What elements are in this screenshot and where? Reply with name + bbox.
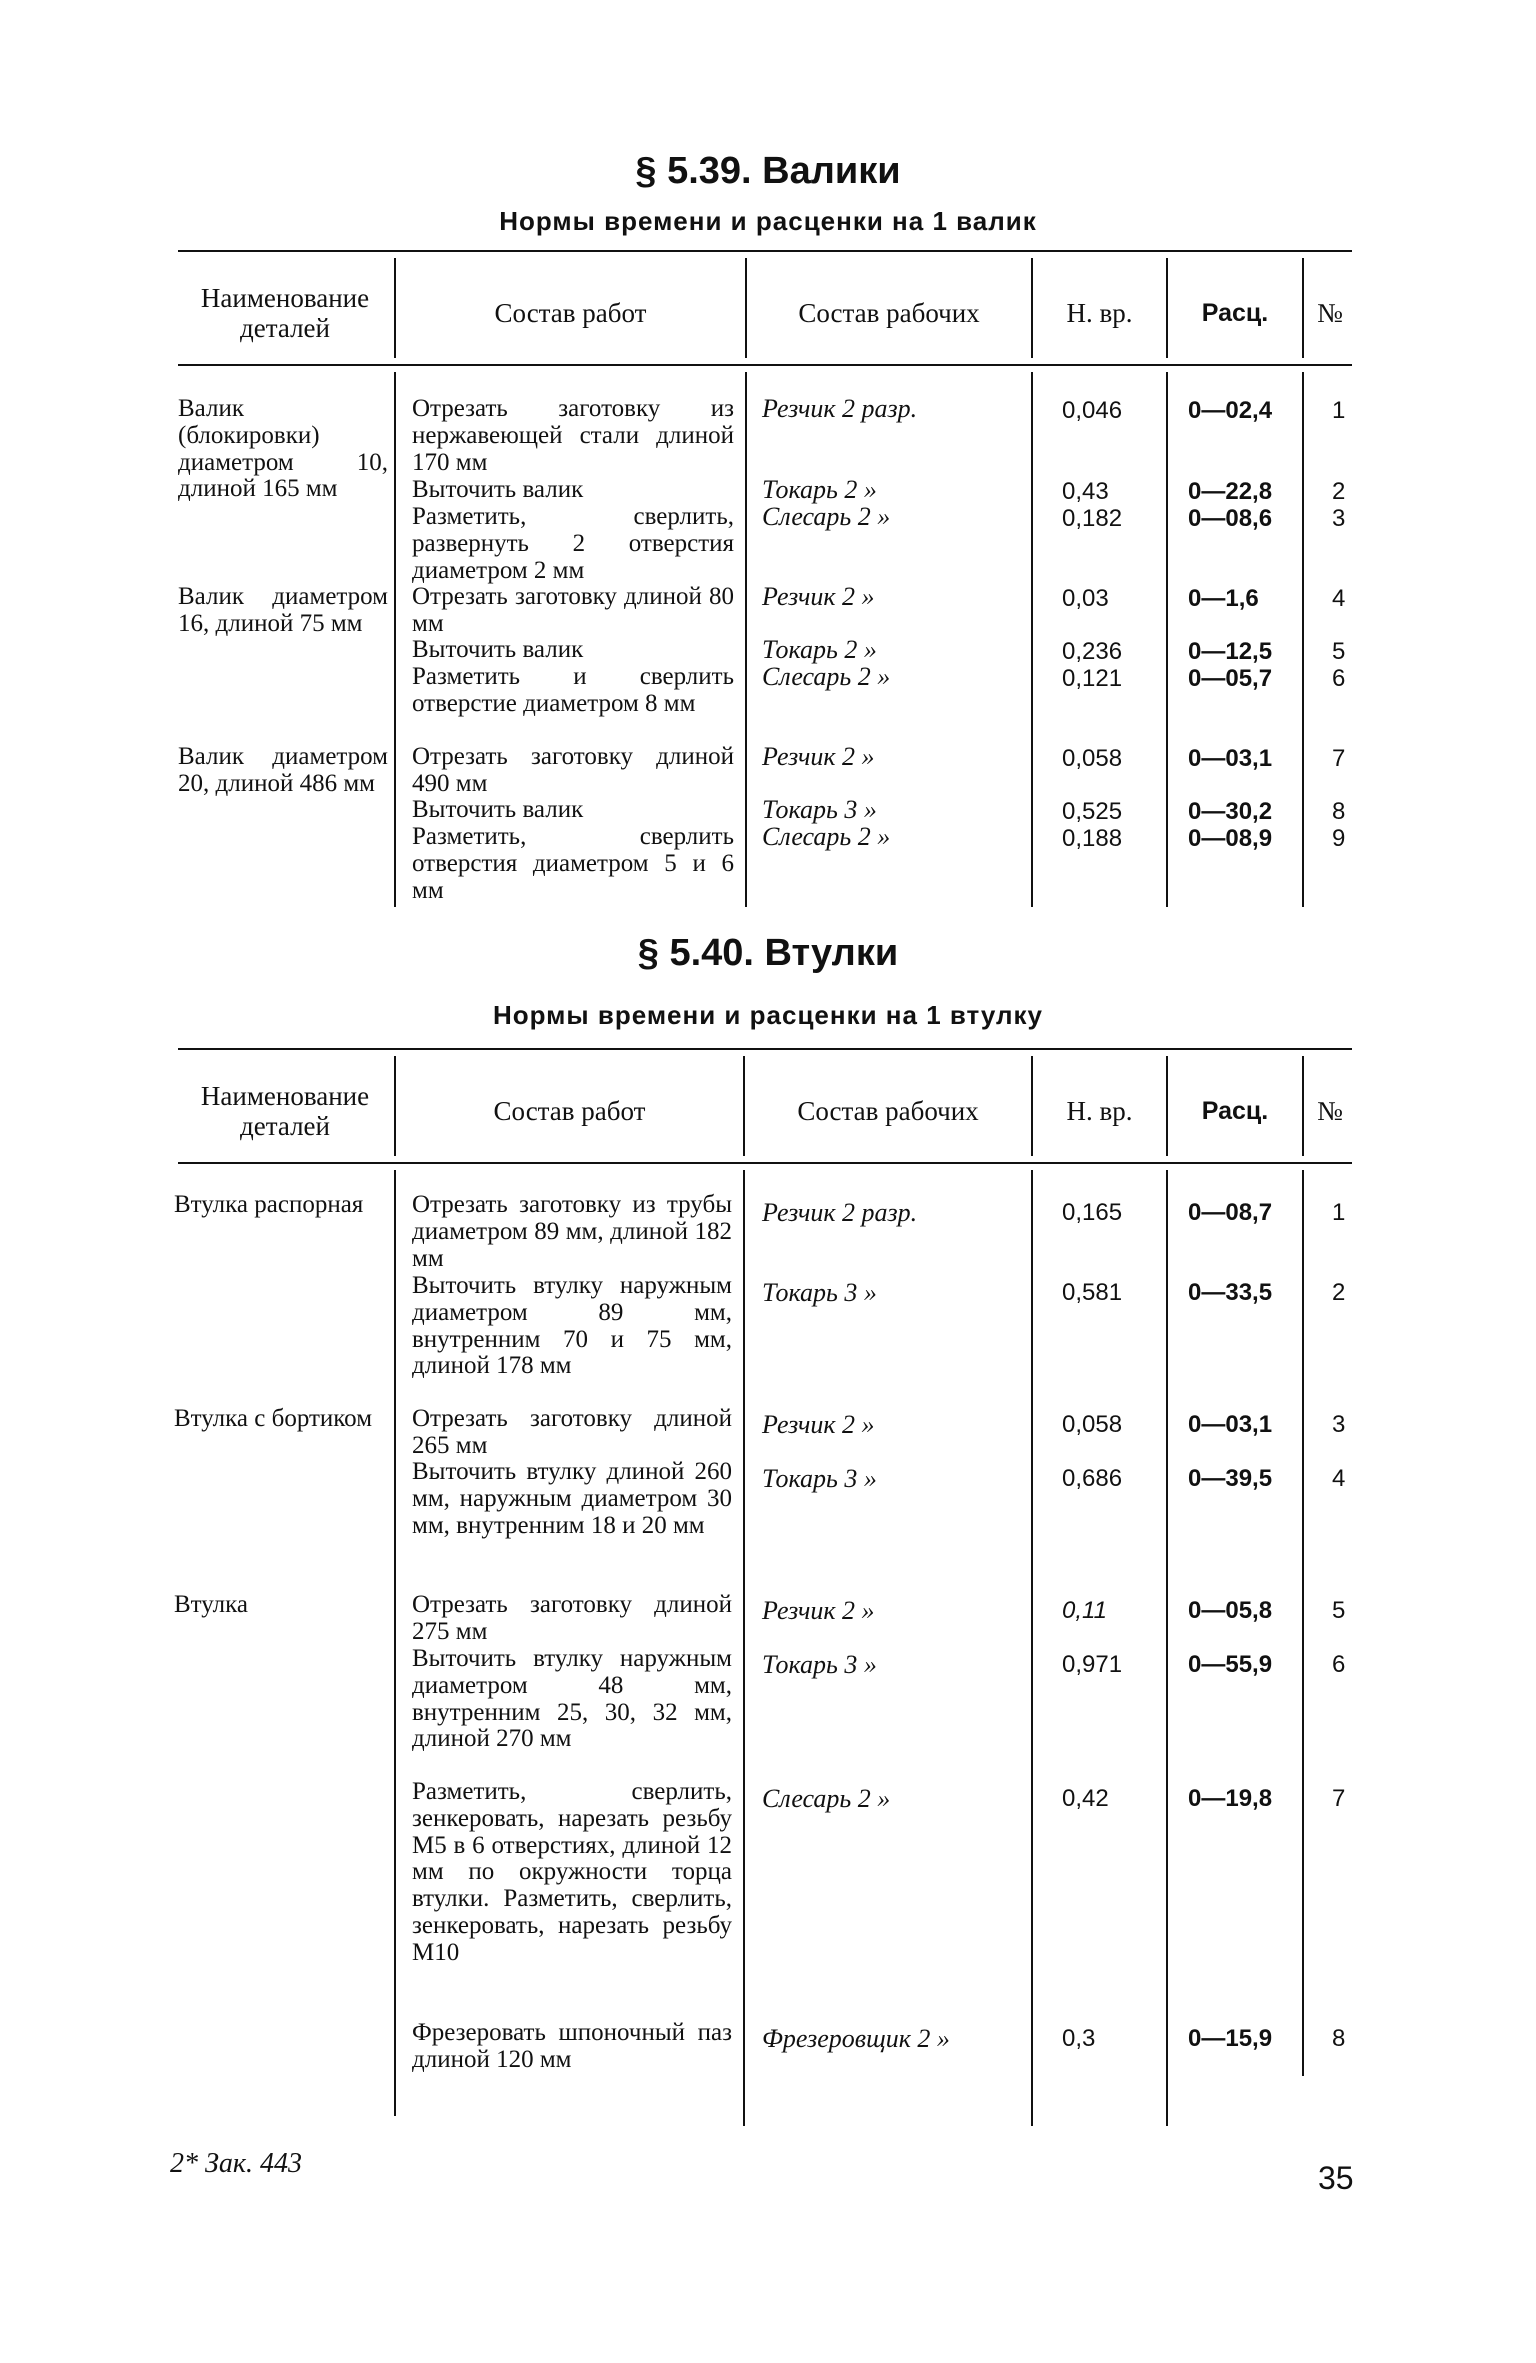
header-bottom-rule <box>178 364 1352 366</box>
work-description: Разметить, сверлить, зенкеровать, нарезать резьбу М5 в 6 отверстиях, длиной 12 мм по окружности торца втулки. Разметить, сверлить, зенкеровать, нарезать резьбу М10 <box>412 1778 732 1966</box>
row-number: 7 <box>1332 745 1346 772</box>
row-number: 1 <box>1332 397 1346 424</box>
header-number: № <box>1317 298 1343 328</box>
work-description: Выточить валик <box>412 476 584 503</box>
worker-composition: Токарь 3 » <box>762 1278 877 1307</box>
work-description: Отрезать заготовку из нержавеющей стали длиной 170 мм <box>412 395 734 476</box>
work-description: Выточить втулку наружным диаметром 48 мм, внутренним 25, 30, 32 мм, длиной 270 мм <box>412 1645 732 1753</box>
row-number: 8 <box>1332 2025 1346 2052</box>
row-number: 6 <box>1332 1651 1346 1678</box>
column-divider <box>1031 1170 1033 2126</box>
row-number: 2 <box>1332 1279 1346 1306</box>
row-number: 5 <box>1332 1597 1346 1624</box>
column-divider <box>1166 1170 1168 2126</box>
rate-value: 0—08,7 <box>1188 1199 1273 1226</box>
detail-name: Валик (блокировки) диаметром 10, длиной 165 мм <box>178 395 388 503</box>
header-workers: Состав рабочих <box>797 1096 979 1126</box>
rate-value: 0—02,4 <box>1188 397 1273 424</box>
time-norm: 0,03 <box>1062 585 1109 612</box>
worker-composition: Слесарь 2 » <box>762 502 891 531</box>
time-norm: 0,121 <box>1062 665 1123 692</box>
header-divider <box>1302 1056 1304 1156</box>
worker-composition: Слесарь 2 » <box>762 822 891 851</box>
header-rate: Расц. <box>1201 299 1269 327</box>
header-work: Состав работ <box>494 298 647 328</box>
time-norm: 0,11 <box>1062 1597 1107 1624</box>
time-norm: 0,581 <box>1062 1279 1123 1306</box>
row-number: 2 <box>1332 478 1346 505</box>
rate-value: 0—33,5 <box>1188 1279 1273 1306</box>
header-workers: Состав рабочих <box>798 298 980 328</box>
worker-composition: Резчик 2 » <box>762 582 875 611</box>
worker-composition: Резчик 2 » <box>762 1410 875 1439</box>
time-norm: 0,525 <box>1062 798 1123 825</box>
worker-composition: Резчик 2 разр. <box>762 1198 918 1227</box>
rate-value: 0—30,2 <box>1188 798 1273 825</box>
column-divider <box>743 1170 745 2126</box>
worker-composition: Слесарь 2 » <box>762 1784 891 1813</box>
row-number: 3 <box>1332 1411 1346 1438</box>
rate-value: 0—55,9 <box>1188 1651 1273 1678</box>
section-subtitle: Нормы времени и расценки на 1 валик <box>499 206 1037 236</box>
worker-composition: Токарь 3 » <box>762 1464 877 1493</box>
column-divider <box>745 372 747 907</box>
header-number: № <box>1317 1096 1343 1126</box>
rate-value: 0—03,1 <box>1188 745 1273 772</box>
header-time: Н. вр. <box>1066 298 1133 328</box>
column-divider <box>394 1170 396 2116</box>
row-number: 3 <box>1332 505 1346 532</box>
work-description: Отрезать заготовку длиной 265 мм <box>412 1405 732 1459</box>
order-note: 2* Зак. 443 <box>170 2148 302 2179</box>
worker-composition: Слесарь 2 » <box>762 662 891 691</box>
worker-composition: Резчик 2 » <box>762 1596 875 1625</box>
header-divider <box>394 1056 396 1156</box>
detail-name: Втулка с бортиком <box>174 1405 373 1432</box>
time-norm: 0,236 <box>1062 638 1123 665</box>
section-title: § 5.39. Валики <box>635 150 901 192</box>
time-norm: 0,182 <box>1062 505 1123 532</box>
page-number: 35 <box>1318 2160 1354 2196</box>
header-divider <box>394 258 396 358</box>
time-norm: 0,42 <box>1062 1785 1109 1812</box>
row-number: 9 <box>1332 825 1346 852</box>
time-norm: 0,058 <box>1062 1411 1123 1438</box>
row-number: 4 <box>1332 585 1346 612</box>
header-work: Состав работ <box>493 1096 646 1126</box>
rate-value: 0—12,5 <box>1188 638 1273 665</box>
column-divider <box>394 372 396 907</box>
worker-composition: Токарь 3 » <box>762 795 877 824</box>
time-norm: 0,43 <box>1062 478 1109 505</box>
table-top-rule <box>178 1048 1352 1050</box>
detail-name: Втулка распорная <box>174 1191 364 1218</box>
rate-value: 0—05,7 <box>1188 665 1273 692</box>
work-description: Разметить, сверлить, развернуть 2 отверстия диаметром 2 мм <box>412 503 734 584</box>
work-description: Выточить валик <box>412 796 584 823</box>
header-divider <box>1302 258 1304 358</box>
detail-name: Втулка <box>174 1591 249 1618</box>
rate-value: 0—19,8 <box>1188 1785 1273 1812</box>
row-number: 5 <box>1332 638 1346 665</box>
section-subtitle: Нормы времени и расценки на 1 втулку <box>492 1000 1044 1030</box>
work-description: Выточить втулку длиной 260 мм, наружным диаметром 30 мм, внутренним 18 и 20 мм <box>412 1458 732 1539</box>
section-title: § 5.40. Втулки <box>637 932 899 974</box>
work-description: Отрезать заготовку длиной 275 мм <box>412 1591 732 1645</box>
detail-name: Валик диаметром 20, длиной 486 мм <box>178 743 388 797</box>
time-norm: 0,058 <box>1062 745 1123 772</box>
worker-composition: Токарь 3 » <box>762 1650 877 1679</box>
time-norm: 0,971 <box>1062 1651 1123 1678</box>
row-number: 8 <box>1332 798 1346 825</box>
header-name: Наименование деталей <box>200 1081 370 1141</box>
header-divider <box>743 1056 745 1156</box>
column-divider <box>1031 372 1033 907</box>
work-description: Выточить втулку наружным диаметром 89 мм, внутренним 70 и 75 мм, длиной 178 мм <box>412 1272 732 1380</box>
work-description: Отрезать заготовку длиной 490 мм <box>412 743 734 797</box>
time-norm: 0,046 <box>1062 397 1123 424</box>
time-norm: 0,188 <box>1062 825 1123 852</box>
worker-composition: Резчик 2 разр. <box>762 394 918 423</box>
row-number: 7 <box>1332 1785 1346 1812</box>
worker-composition: Фрезеровщик 2 » <box>762 2024 950 2053</box>
worker-composition: Резчик 2 » <box>762 742 875 771</box>
worker-composition: Токарь 2 » <box>762 635 877 664</box>
column-divider <box>1166 372 1168 907</box>
header-name: Наименование деталей <box>200 283 370 343</box>
table-top-rule <box>178 250 1352 252</box>
detail-name: Валик диаметром 16, длиной 75 мм <box>178 583 388 637</box>
work-description: Разметить, сверлить отверстия диаметром 5 и 6 мм <box>412 823 734 904</box>
worker-composition: Токарь 2 » <box>762 475 877 504</box>
row-number: 4 <box>1332 1465 1346 1492</box>
header-divider <box>1166 1056 1168 1156</box>
column-divider <box>1302 1170 1304 2076</box>
rate-value: 0—22,8 <box>1188 478 1273 505</box>
rate-value: 0—1,6 <box>1188 585 1259 612</box>
rate-value: 0—15,9 <box>1188 2025 1273 2052</box>
header-rate: Расц. <box>1201 1097 1269 1125</box>
time-norm: 0,686 <box>1062 1465 1123 1492</box>
header-divider <box>1166 258 1168 358</box>
header-bottom-rule <box>178 1162 1352 1164</box>
header-divider <box>1031 258 1033 358</box>
rate-value: 0—08,9 <box>1188 825 1273 852</box>
time-norm: 0,165 <box>1062 1199 1123 1226</box>
rate-value: 0—08,6 <box>1188 505 1273 532</box>
time-norm: 0,3 <box>1062 2025 1096 2052</box>
work-description: Фрезеровать шпоночный паз длиной 120 мм <box>412 2019 732 2073</box>
rate-value: 0—03,1 <box>1188 1411 1273 1438</box>
header-divider <box>1031 1056 1033 1156</box>
rate-value: 0—39,5 <box>1188 1465 1273 1492</box>
column-divider <box>1302 372 1304 907</box>
work-description: Выточить валик <box>412 636 584 663</box>
work-description: Отрезать заготовку из трубы диаметром 89 мм, длиной 182 мм <box>412 1191 732 1272</box>
rate-value: 0—05,8 <box>1188 1597 1273 1624</box>
row-number: 6 <box>1332 665 1346 692</box>
work-description: Разметить и сверлить отверстие диаметром 8 мм <box>412 663 734 717</box>
work-description: Отрезать заготовку длиной 80 мм <box>412 583 734 637</box>
header-time: Н. вр. <box>1066 1096 1133 1126</box>
row-number: 1 <box>1332 1199 1346 1226</box>
header-divider <box>745 258 747 358</box>
